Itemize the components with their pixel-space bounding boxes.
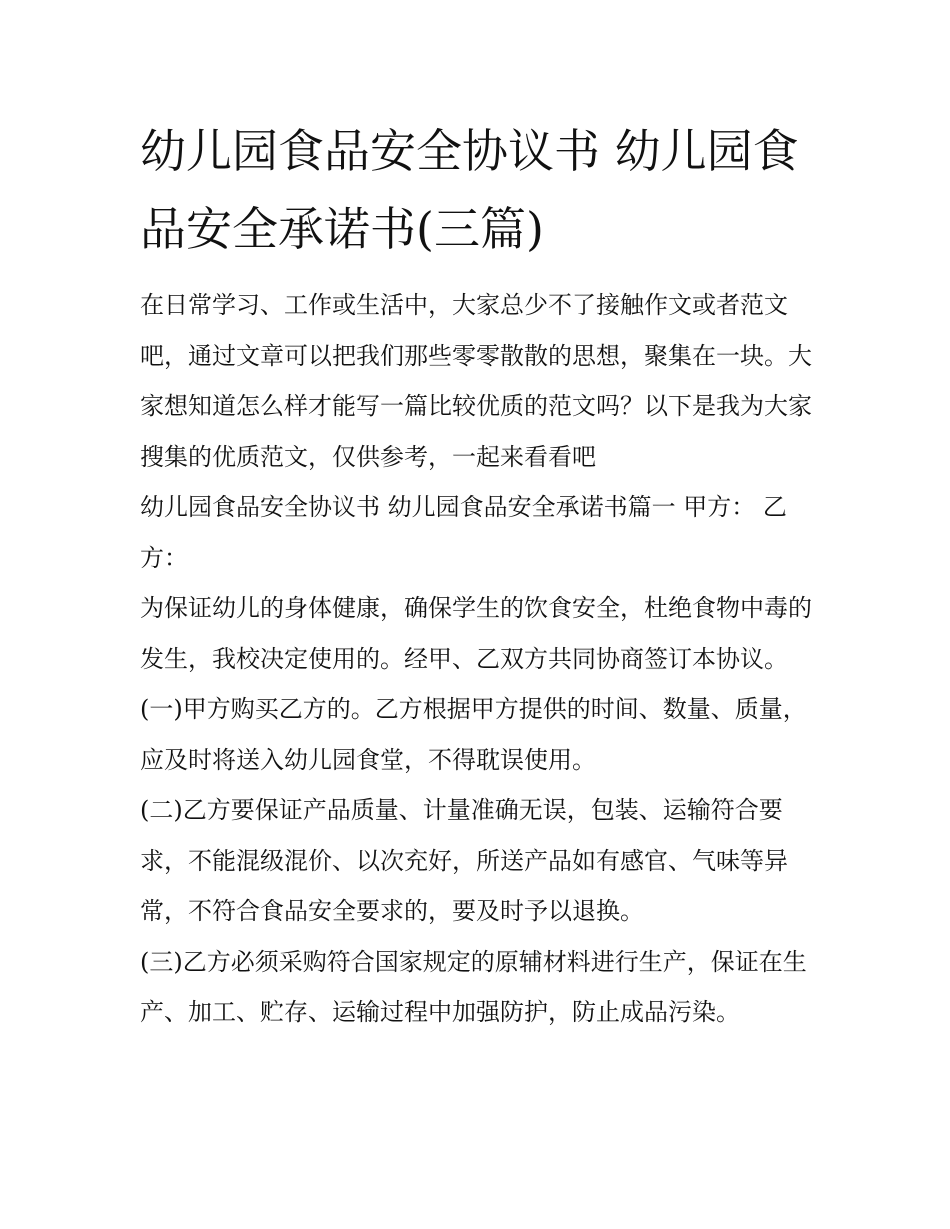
document-page (140, 112, 812, 1038)
paragraph-intro: 在日常学习、工作或生活中，大家总少不了接触作文或者范文吧，通过文章可以把我们那些零零散散的思想，聚集在一块。大家想知道怎么样才能写一篇比较优质的范文吗？以下是我为大家搜集的优质范文，仅供参考，一起来看看吧 (140, 291, 812, 471)
paragraph-clause-1: (一)甲方购买乙方的。乙方根据甲方提供的时间、数量、质量，应及时将送入幼儿园食堂，不得耽误使用。 (140, 695, 807, 774)
document-title: 幼儿园食品安全协议书 幼儿园食品安全承诺书(三篇) (140, 124, 799, 256)
paragraph-clause-3: (三)乙方必须采购符合国家规定的原辅材料进行生产，保证在生产、加工、贮存、运输过程中加强防护，防止成品污染。 (140, 947, 807, 1026)
paragraph-clause-2: (二)乙方要保证产品质量、计量准确无误，包装、运输符合要求，不能混级混价、以次充好，所送产品如有感官、气味等异常，不符合食品安全要求的，要及时予以退换。 (140, 796, 788, 925)
paragraph-parties: 幼儿园食品安全协议书 幼儿园食品安全承诺书篇一 甲方： 乙方： (140, 493, 787, 572)
paragraph-purpose: 为保证幼儿的身体健康，确保学生的饮食安全，杜绝食物中毒的发生，我校决定使用的。经甲、乙双方共同协商签订本协议。 (140, 594, 812, 673)
